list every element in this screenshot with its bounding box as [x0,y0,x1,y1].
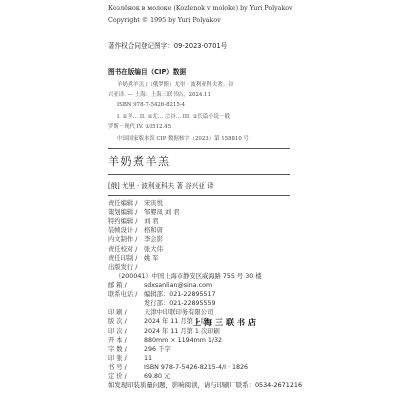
credit-label: 责任校对 / [108,245,138,253]
credit-label: 特约编辑 / [108,218,138,226]
book-author-line: [俄] 尤里 · 波利亚科夫 著 谷兴亚 译 [108,182,214,190]
credit-value: 刘 君 [144,218,159,226]
credit-label: 责任编辑 / [108,200,138,207]
credit-label: 策划编辑 / [108,209,138,217]
credit-value: 发行部：021-22895559 [144,300,216,308]
credit-label: 开 本 / [108,336,127,344]
credit-value: 296 千字 [144,345,171,353]
credit-row [108,281,213,289]
book-title: 羊奶煮羊羔 [108,155,171,168]
credit-row [108,318,208,326]
credit-row [108,327,220,335]
credit-value: 张大伟 [144,245,163,253]
cip-line: 中国国家版本馆 CIP 数据核字（2023）第 158810 号 [117,136,249,142]
credit-row [108,309,214,317]
credit-value: ISBN 978-7-5426-8215-4/I · 1826 [144,363,249,371]
contract-registration-number: 著作权合同登记图字：09-2023-0701号 [108,42,228,50]
credit-row [108,227,163,235]
credit-label: 版 次 / [108,318,127,326]
cip-line: 兴亚译. — 上海：上海三联书店，2024.11 [108,92,211,98]
credit-label: 字 数 / [108,345,127,353]
cip-line: 羊奶煮羊羔 /（俄罗斯）尤里 · 波利亚科夫著；谷 [117,82,234,88]
credit-row [108,254,159,262]
credit-label: 印 次 / [108,327,127,335]
credit-label: 出版发行 / [108,263,138,271]
copyright-line-notice: Copyright © 1995 by Yuri Polyakov [108,17,221,24]
cip-line: ISBN 978-7-5426-8215-4 [117,102,186,108]
credit-row [108,363,249,371]
cip-line: I. ①羊… II. ①尤… ②谷… III. ①长篇小说－俄 [117,114,230,120]
credit-row [108,200,163,207]
divider [108,148,290,149]
credit-label: 定 价 / [108,373,127,380]
credit-value: 姚 军 [144,254,159,262]
credit-value: 李会影 [144,236,163,244]
divider [108,195,290,196]
credit-row [108,218,159,226]
publisher-email: sdxsanlian@sina.com [144,281,213,289]
credit-label: 责任印制 / [108,254,138,262]
credit-row [108,354,153,362]
copyright-line-original-title: Козлёнок в молоке (Kozlenok v moloke) by Yuri Polyakov [108,5,293,12]
credit-value: 邹婴凤 刘 君 [144,209,180,217]
credit-label: 联系电话 / [108,291,138,299]
publisher-address: （200041）中国上海市静安区威海路 755 号 30 楼 [115,272,262,280]
credit-label: 印 张 / [108,354,127,362]
credit-value: 宋寅悦 [144,200,163,207]
credit-row [108,345,171,353]
credit-row [108,291,216,299]
footer-notice: 如发现印装质量问题，影响阅读，请与印刷厂联系：0534-2671216 [108,381,303,389]
credit-label: 邮 箱 / [108,281,127,289]
credit-label: 印 刷 / [108,309,127,317]
publisher-logo: 上海三联书店 [193,317,259,327]
credit-value: 编辑部：021-22895517 [144,291,216,299]
credit-value: 2024 年 11 月第 1 版 [144,318,208,326]
credit-row [108,245,163,253]
credit-value: 天津中印联印务有限公司 [144,309,214,317]
cip-heading: 图书在版编目（CIP）数据 [108,68,187,76]
credit-row [108,209,180,217]
credit-value: 69.80 元 [144,373,171,380]
credit-label: 内文制作 / [108,236,138,244]
divider [108,174,290,175]
credit-value: 格和唐 [144,227,163,235]
credit-label: 书 号 / [108,363,127,371]
credit-row [108,373,171,380]
credit-row [108,265,137,271]
credit-row [108,236,163,244]
credit-value: 2024 年 11 月第 1 次印刷 [144,327,220,335]
credit-value: 880mm × 1194mm 1/32 [144,336,223,344]
credit-value: 11 [144,354,153,362]
credit-row [108,336,223,344]
cip-line: 罗斯－现代 IV. ①I512.45 [108,124,171,130]
credit-label: 装帧设计 / [108,227,138,235]
